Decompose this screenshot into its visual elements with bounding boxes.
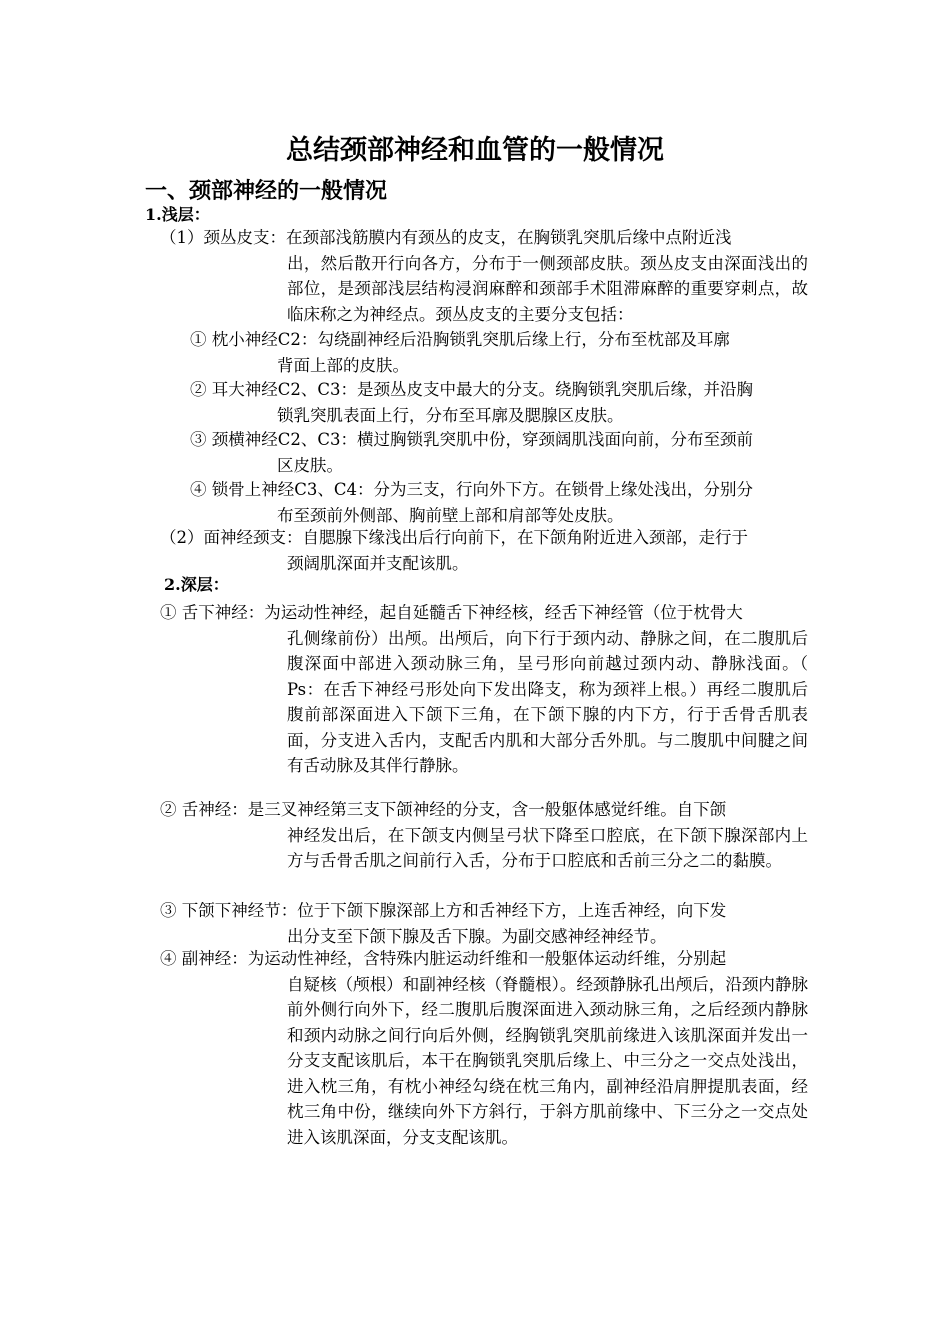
paragraph-lead: ③ 下颌下神经节：位于下颌下腺深部上方和舌神经下方，上连舌神经，向下发: [160, 901, 727, 920]
paragraph-continuation: 区皮肤。: [277, 455, 343, 475]
paragraph-lead: ② 耳大神经C2、C3：是颈丛皮支中最大的分支。绕胸锁乳突肌后缘，并沿胸: [190, 380, 753, 399]
section-heading: 一、颈部神经的一般情况: [145, 178, 388, 204]
paragraph-transverse-cervical: [190, 427, 808, 478]
paragraph-great-auricular: [190, 377, 808, 428]
paragraph-facial-cervical-branch: [160, 525, 808, 576]
paragraph-continuation: 出，然后散开行向各方，分布于一侧颈部皮肤。颈丛皮支由深面浅出的部位，是颈部浅层结构浸润麻醉和颈部手术阻滞麻醉的重要穿刺点，故临床称之为神经点。颈丛皮支的主要分支包括：: [287, 253, 808, 324]
paragraph-lead: ④ 锁骨上神经C3、C4：分为三支，行向外下方。在锁骨上缘处浅出，分别分: [190, 480, 753, 499]
superficial-heading: 1.浅层：: [145, 205, 210, 224]
deep-heading: 2.深层：: [164, 575, 229, 594]
paragraph-continuation: 自疑核（颅根）和副神经核（脊髓根）。经颈静脉孔出颅后，沿颈内静脉前外侧行向外下，经二腹肌后腹深面进入颈动脉三角，之后经颈内静脉和颈内动脉之间行向后外侧，经胸锁乳突肌前缘进入该肌深面并发出一分支支配该肌后，本干在胸锁乳突肌后缘上、中三分之一交点处浅出，进入枕三角，有枕小神经勾绕在枕三角内，副神经沿肩胛提肌表面，经枕三角中份，继续向外下方斜行，于斜方肌前缘中、下三分之一交点处进入该肌深面，分支支配该肌。: [287, 974, 808, 1147]
paragraph-continuation: 颈阔肌深面并支配该肌。: [287, 553, 469, 573]
paragraph-accessory: [160, 946, 808, 1150]
paragraph-continuation: 神经发出后，在下颌支内侧呈弓状下降至口腔底，在下颌下腺深部内上方与舌骨舌肌之间前行入舌，分布于口腔底和舌前三分之二的黏膜。: [287, 825, 808, 870]
paragraph-continuation: 背面上部的皮肤。: [277, 355, 409, 375]
paragraph-lead: ④ 副神经：为运动性神经，含特殊内脏运动纤维和一般躯体运动纤维，分别起: [160, 949, 727, 968]
paragraph-hypoglossal: [160, 600, 808, 779]
paragraph-lead: ① 舌下神经：为运动性神经，起自延髓舌下神经核，经舌下神经管（位于枕骨大: [160, 603, 743, 622]
paragraph-continuation: 布至颈前外侧部、胸前壁上部和肩部等处皮肤。: [277, 505, 624, 525]
paragraph-continuation: 孔侧缘前份）出颅。出颅后，向下行于颈内动、静脉之间，在二腹肌后腹深面中部进入颈动脉三角，呈弓形向前越过颈内动、静脉浅面。（ Ps：在舌下神经弓形处向下发出降支，称为颈袢上根。）再经二腹肌后腹前部深面进入下颌下三角，在下颌下腺的内下方，行于舌骨舌肌表面，分支进入舌内，支配舌内肌和大部分舌外肌。与二腹肌中间腱之间有舌动脉及其伴行静脉。: [287, 628, 808, 775]
paragraph-lead: （2）面神经颈支：自腮腺下缘浅出后行向前下，在下颌角附近进入颈部，走行于: [160, 528, 748, 547]
paragraph-continuation: 出分支至下颌下腺及舌下腺。为副交感神经神经节。: [287, 926, 667, 946]
document-title: 总结颈部神经和血管的一般情况: [286, 135, 664, 166]
paragraph-lead: ③ 颈横神经C2、C3：横过胸锁乳突肌中份，穿颈阔肌浅面向前，分布至颈前: [190, 430, 753, 449]
paragraph-cervical-plexus: [160, 225, 808, 327]
paragraph-lead: ① 枕小神经C2：勾绕副神经后沿胸锁乳突肌后缘上行，分布至枕部及耳廓: [190, 330, 730, 349]
paragraph-continuation: 锁乳突肌表面上行，分布至耳廓及腮腺区皮肤。: [277, 405, 624, 425]
paragraph-supraclavicular: [190, 477, 808, 528]
paragraph-lingual: [160, 797, 808, 874]
paragraph-lead: （1）颈丛皮支：在颈部浅筋膜内有颈丛的皮支，在胸锁乳突肌后缘中点附近浅: [160, 228, 732, 247]
paragraph-submandibular-ganglion: [160, 898, 808, 949]
paragraph-lesser-occipital: [190, 327, 808, 378]
paragraph-lead: ② 舌神经：是三叉神经第三支下颌神经的分支，含一般躯体感觉纤维。自下颌: [160, 800, 727, 819]
